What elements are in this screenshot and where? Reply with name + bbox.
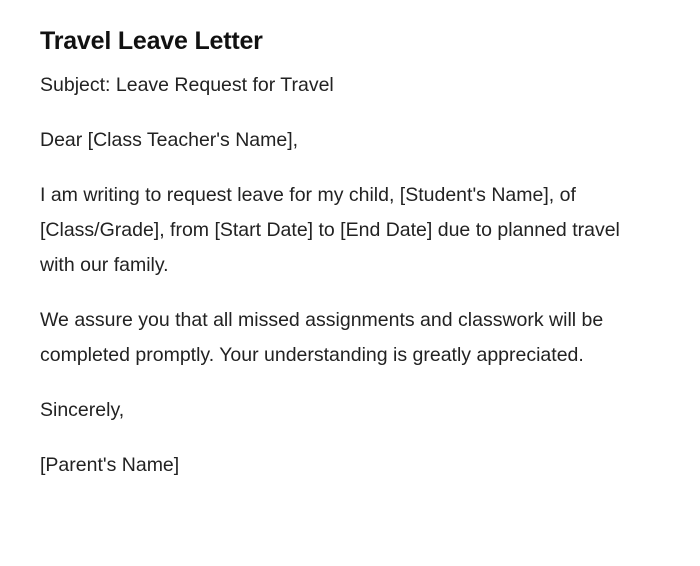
- body-paragraph-request: I am writing to request leave for my child, [Student's Name], of [Class/Grade], from [Start Date] to [End Date] due to planned travel with our family.: [40, 184, 620, 276]
- body-paragraph-assurance: We assure you that all missed assignments and classwork will be completed promptly. Your understanding is greatly appreciated.: [40, 309, 604, 366]
- document-title: Travel Leave Letter: [40, 27, 263, 55]
- subject-line: Subject: Leave Request for Travel: [40, 74, 334, 96]
- salutation: Dear [Class Teacher's Name],: [40, 129, 299, 151]
- letter-document: [40, 26, 650, 483]
- closing-line: Sincerely,: [40, 399, 125, 421]
- signature-name: [Parent's Name]: [40, 454, 180, 476]
